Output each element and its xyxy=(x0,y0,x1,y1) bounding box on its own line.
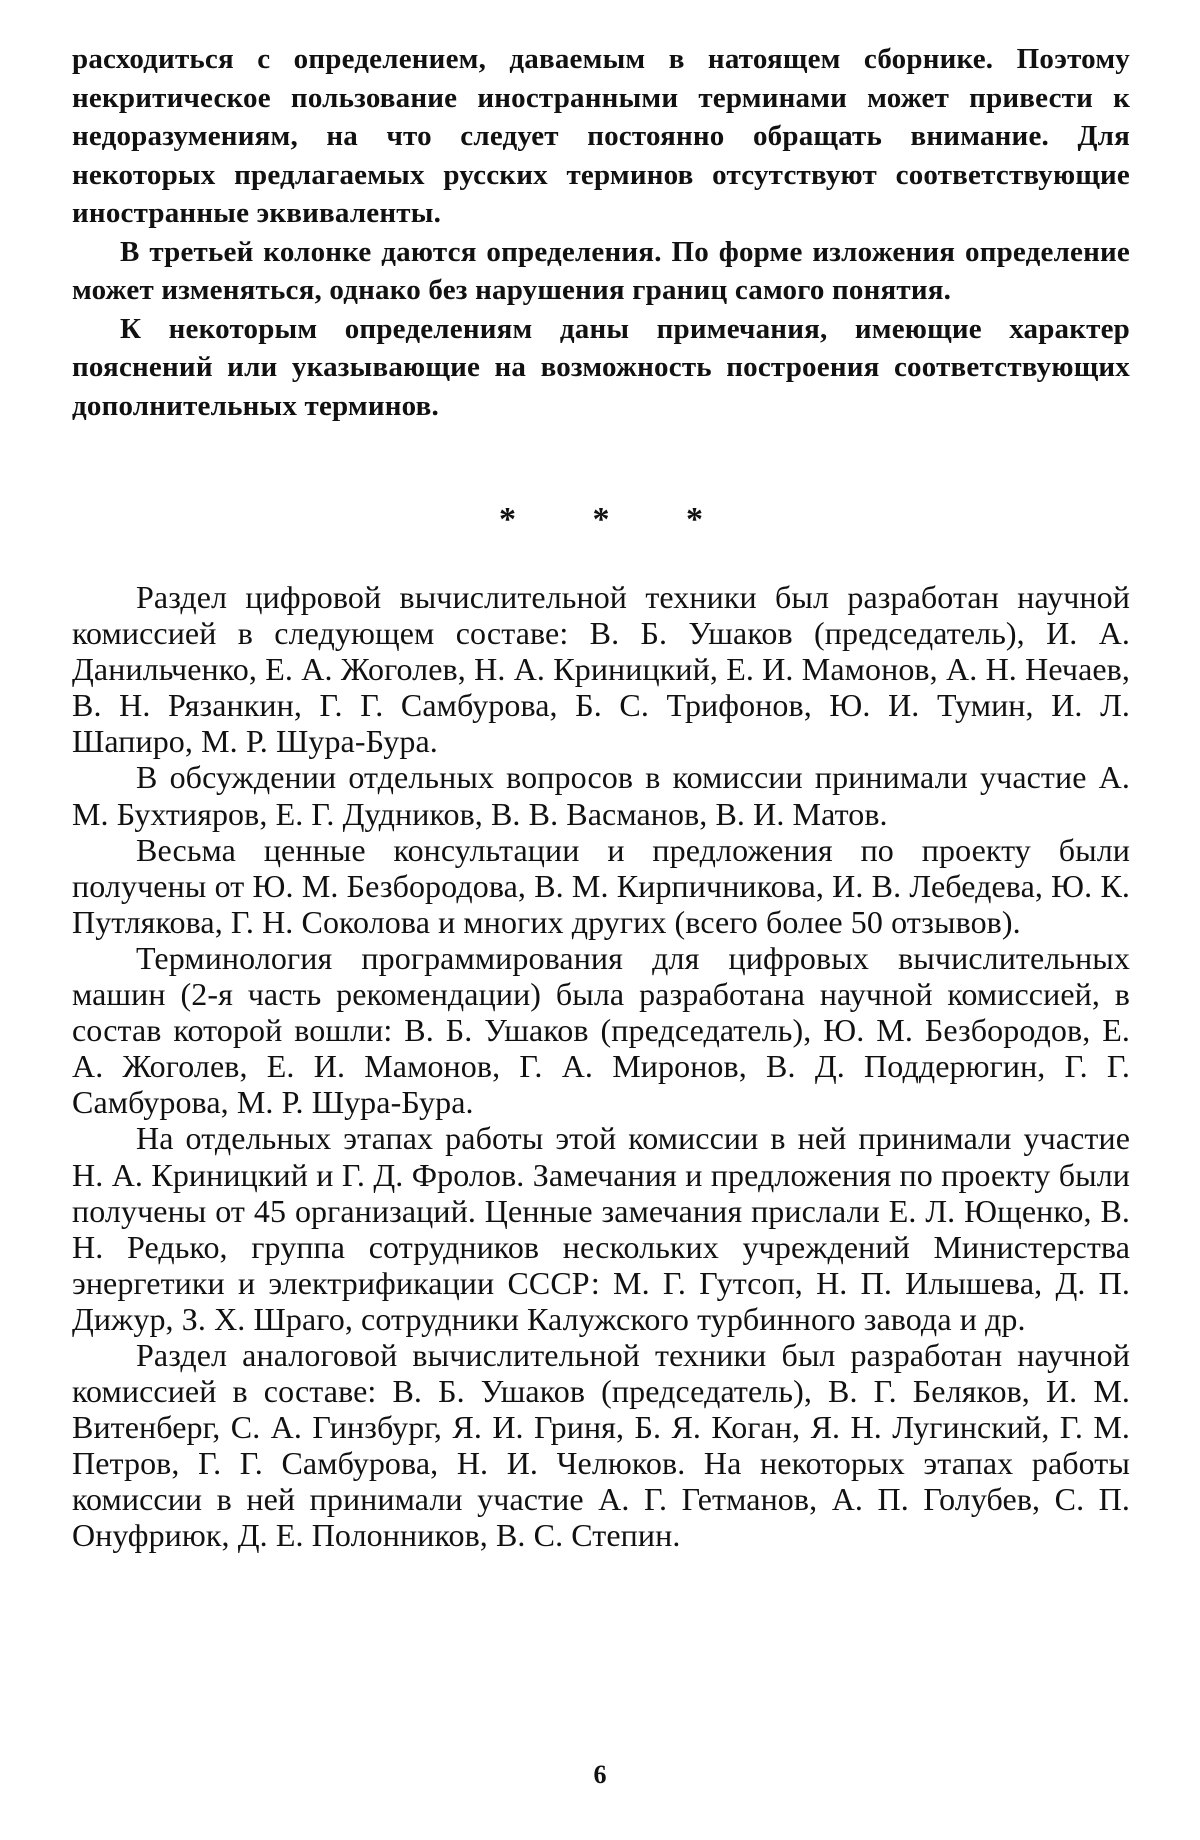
body-paragraph: В обсуждении отдельных вопросов в комиссии принимали участие А. М. Бухтияров, Е. Г. Дудников, В. В. Васманов, В. И. Матов. xyxy=(72,759,1130,832)
body-paragraph: Терминология программирования для цифровых вычислительных машин (2-я часть рекомендации) была разработана научной комиссией, в состав которой вошли: В. Б. Ушаков (председатель), Ю. М. Безбородов, Е. А. Жоголев, Е. И. Мамонов, Г. А. Миронов, В. Д. Поддерюгин, Г. Г. Самбурова, М. Р. Шура-Бура. xyxy=(72,939,1130,1121)
body-paragraph: На отдельных этапах работы этой комиссии в ней принимали участие Н. А. Криницкий и Г. Д. Фролов. Замечания и предложения по проекту были получены от 45 организаций. Ценные замечания прислали Е. Л. Ющенко, В. Н. Редько, группа сотрудников нескольких учреждений Министерства энергетики и электрификации СССР: М. Г. Гутсоп, Н. П. Илышева, Д. П. Дижур, З. Х. Шраго, сотрудники Калужского турбинного завода и др. xyxy=(72,1120,1130,1337)
intro-paragraph: К некоторым определениям даны примечания, имеющие характер пояснений или указывающие на возможность построения соответствующих дополнительных терминов. xyxy=(72,312,1130,422)
body-paragraph: Весьма ценные консультации и предложения по проекту были получены от Ю. М. Безбородова, В. М. Кирпичникова, И. В. Лебедева, Ю. К. Путлякова, Г. Н. Соколова и многих других (всего более 50 отзывов). xyxy=(72,831,1130,940)
intro-paragraph: В третьей колонке даются определения. По форме изложения определение может изменяться, однако без нарушения границ самого понятия. xyxy=(72,235,1130,306)
section-separator: * * * xyxy=(499,501,737,538)
body-paragraph: Раздел цифровой вычислительной техники был разработан научной комиссией в следующем составе: В. Б. Ушаков (председатель), И. А. Данильченко, Е. А. Жоголев, Н. А. Криницкий, Е. И. Мамонов, А. Н. Нечаев, В. Н. Рязанкин, Г. Г. Самбурова, Б. С. Трифонов, Ю. И. Тумин, И. Л. Шапиро, М. Р. Шура-Бура. xyxy=(72,579,1130,760)
body-paragraph: Раздел аналоговой вычислительной техники был разработан научной комиссией в составе: В. Б. Ушаков (председатель), В. Г. Беляков, И. М. Витенберг, С. А. Гинзбург, Я. И. Гриня, Б. Я. Коган, Я. Н. Лугинский, Г. М. Петров, Г. Г. Самбурова, Н. И. Челюков. На некоторых этапах работы комиссии в ней принимали участие А. Г. Гетманов, А. П. Голубев, С. П. Онуфриюк, Д. Е. Полонников, В. С. Степин. xyxy=(72,1336,1130,1554)
intro-section xyxy=(72,40,1130,425)
document-page xyxy=(72,40,1130,1554)
acknowledgements-section xyxy=(72,579,1130,1554)
page-number: 6 xyxy=(593,1760,607,1789)
intro-paragraph: расходиться с определением, даваемым в натоящем сборнике. Поэтому некритическое пользование иностранными терминами может привести к недоразумениям, на что следует постоянно обращать внимание. Для некоторых предлагаемых русских терминов отсутствуют соответствующие иностранные эквиваленты. xyxy=(72,43,1130,229)
